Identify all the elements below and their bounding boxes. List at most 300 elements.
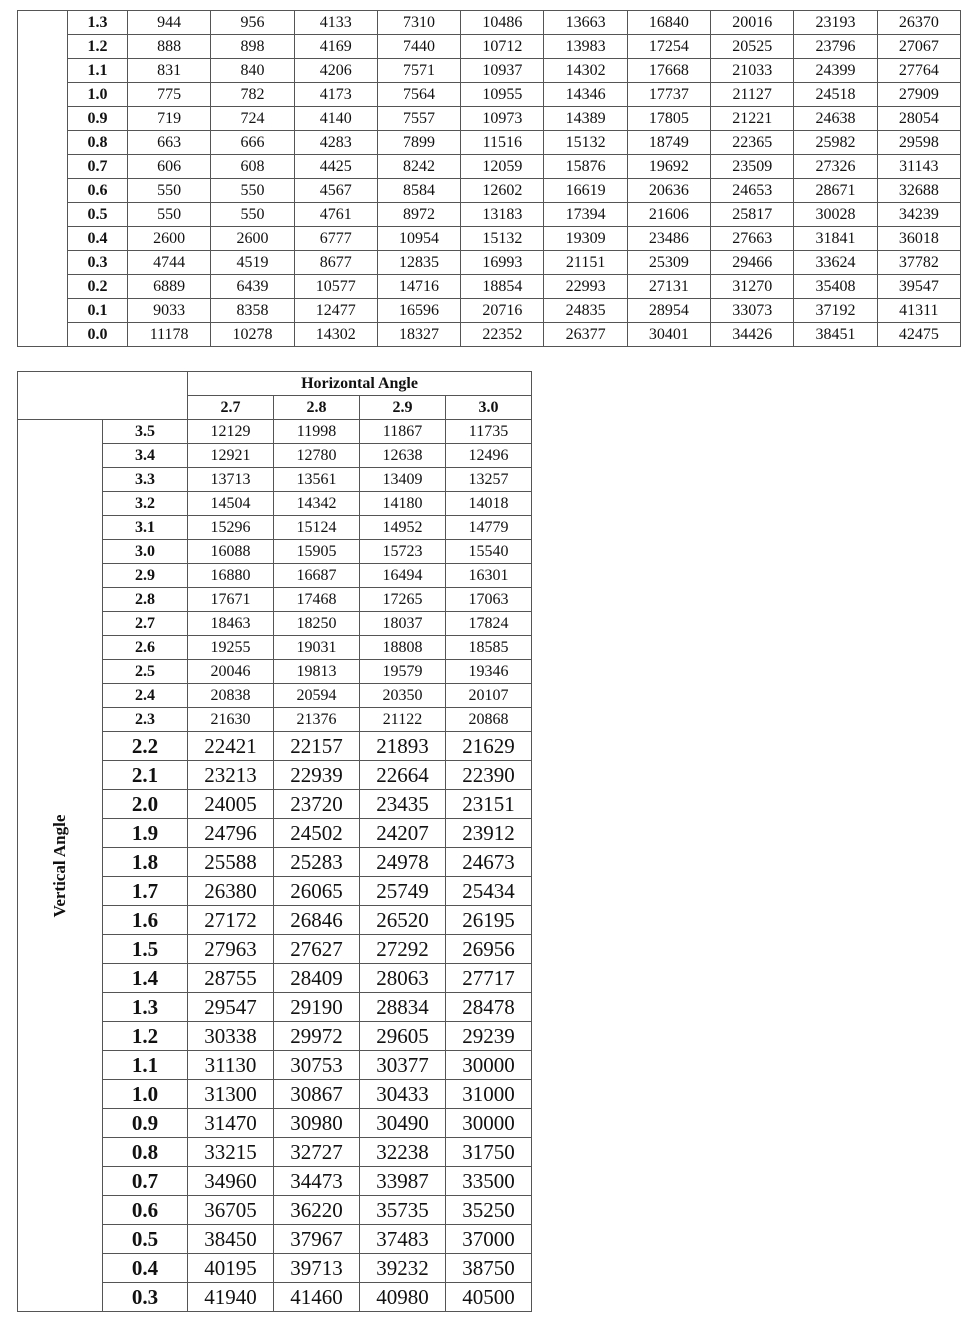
value-cell: 35250 [446, 1196, 532, 1225]
value-cell: 31750 [446, 1138, 532, 1167]
value-cell: 21221 [711, 107, 794, 131]
value-cell: 21122 [360, 708, 446, 732]
table-row [18, 107, 961, 131]
value-cell: 30028 [794, 203, 877, 227]
value-cell: 13257 [446, 468, 532, 492]
bottom-table-header [18, 372, 532, 420]
value-cell: 20350 [360, 684, 446, 708]
value-cell: 23435 [360, 790, 446, 819]
value-cell: 20716 [461, 299, 544, 323]
value-cell: 19309 [544, 227, 627, 251]
value-cell: 15540 [446, 540, 532, 564]
table-row [18, 59, 961, 83]
value-cell: 24207 [360, 819, 446, 848]
value-cell: 28478 [446, 993, 532, 1022]
value-cell: 7899 [377, 131, 460, 155]
value-cell: 10486 [461, 11, 544, 35]
vertical-angle-label: Vertical Angle [50, 814, 69, 917]
value-cell: 38451 [794, 323, 877, 347]
value-cell: 15132 [461, 227, 544, 251]
value-cell: 36220 [274, 1196, 360, 1225]
vertical-angle-cell: 0.3 [103, 1283, 188, 1312]
value-cell: 19346 [446, 660, 532, 684]
value-cell: 20838 [188, 684, 274, 708]
value-cell: 6439 [211, 275, 294, 299]
value-cell: 29239 [446, 1022, 532, 1051]
value-cell: 17468 [274, 588, 360, 612]
value-cell: 14180 [360, 492, 446, 516]
vertical-angle-cell: 1.8 [103, 848, 188, 877]
value-cell: 25434 [446, 877, 532, 906]
value-cell: 16596 [377, 299, 460, 323]
value-cell: 10712 [461, 35, 544, 59]
value-cell: 21127 [711, 83, 794, 107]
value-cell: 34239 [877, 203, 960, 227]
vertical-angle-cell: 0.8 [68, 131, 128, 155]
value-cell: 4761 [294, 203, 377, 227]
value-cell: 10954 [377, 227, 460, 251]
vertical-angle-label-cell [18, 420, 103, 1312]
column-header: 2.7 [188, 396, 274, 420]
value-cell: 14389 [544, 107, 627, 131]
vertical-angle-cell: 2.3 [103, 708, 188, 732]
value-cell: 38450 [188, 1225, 274, 1254]
value-cell: 41940 [188, 1283, 274, 1312]
vertical-angle-cell: 1.2 [68, 35, 128, 59]
value-cell: 37967 [274, 1225, 360, 1254]
value-cell: 29605 [360, 1022, 446, 1051]
value-cell: 18854 [461, 275, 544, 299]
value-cell: 37192 [794, 299, 877, 323]
value-cell: 20525 [711, 35, 794, 59]
value-cell: 41311 [877, 299, 960, 323]
vertical-angle-cell: 3.0 [103, 540, 188, 564]
table-row [18, 251, 961, 275]
value-cell: 7440 [377, 35, 460, 59]
value-cell: 12129 [188, 420, 274, 444]
value-cell: 14302 [544, 59, 627, 83]
value-cell: 16880 [188, 564, 274, 588]
value-cell: 18037 [360, 612, 446, 636]
value-cell: 21376 [274, 708, 360, 732]
vertical-angle-cell: 3.1 [103, 516, 188, 540]
value-cell: 22365 [711, 131, 794, 155]
value-cell: 40195 [188, 1254, 274, 1283]
value-cell: 39713 [274, 1254, 360, 1283]
value-cell: 28671 [794, 179, 877, 203]
value-cell: 19031 [274, 636, 360, 660]
vertical-angle-cell: 3.5 [103, 420, 188, 444]
vertical-angle-cell: 0.9 [68, 107, 128, 131]
value-cell: 15723 [360, 540, 446, 564]
value-cell: 24399 [794, 59, 877, 83]
value-cell: 8584 [377, 179, 460, 203]
value-cell: 38750 [446, 1254, 532, 1283]
top-table-body [18, 11, 961, 347]
vertical-angle-cell: 0.4 [68, 227, 128, 251]
value-cell: 19813 [274, 660, 360, 684]
value-cell: 34960 [188, 1167, 274, 1196]
value-cell: 14018 [446, 492, 532, 516]
value-cell: 23486 [627, 227, 710, 251]
value-cell: 28409 [274, 964, 360, 993]
value-cell: 16494 [360, 564, 446, 588]
vertical-angle-cell: 2.0 [103, 790, 188, 819]
vertical-angle-cell: 3.4 [103, 444, 188, 468]
value-cell: 28954 [627, 299, 710, 323]
value-cell: 24638 [794, 107, 877, 131]
value-cell: 20107 [446, 684, 532, 708]
table-row [18, 227, 961, 251]
value-cell: 24518 [794, 83, 877, 107]
value-cell: 18808 [360, 636, 446, 660]
value-cell: 41460 [274, 1283, 360, 1312]
horizontal-angle-header: Horizontal Angle [188, 372, 532, 396]
value-cell: 13409 [360, 468, 446, 492]
value-cell: 956 [211, 11, 294, 35]
value-cell: 24978 [360, 848, 446, 877]
value-cell: 12835 [377, 251, 460, 275]
value-cell: 20868 [446, 708, 532, 732]
value-cell: 11735 [446, 420, 532, 444]
value-cell: 550 [128, 203, 211, 227]
value-cell: 4169 [294, 35, 377, 59]
value-cell: 30377 [360, 1051, 446, 1080]
value-cell: 17265 [360, 588, 446, 612]
value-cell: 4744 [128, 251, 211, 275]
vertical-angle-cell: 2.5 [103, 660, 188, 684]
value-cell: 16088 [188, 540, 274, 564]
value-cell: 28755 [188, 964, 274, 993]
value-cell: 30490 [360, 1109, 446, 1138]
value-cell: 21893 [360, 732, 446, 761]
value-cell: 33215 [188, 1138, 274, 1167]
value-cell: 10577 [294, 275, 377, 299]
value-cell: 14952 [360, 516, 446, 540]
column-header: 2.8 [274, 396, 360, 420]
value-cell: 27292 [360, 935, 446, 964]
vertical-angle-cell: 0.1 [68, 299, 128, 323]
value-cell: 24502 [274, 819, 360, 848]
value-cell: 22157 [274, 732, 360, 761]
value-cell: 27764 [877, 59, 960, 83]
bottom-table-body [18, 420, 532, 1312]
value-cell: 2600 [128, 227, 211, 251]
value-cell: 719 [128, 107, 211, 131]
vertical-angle-cell: 0.6 [103, 1196, 188, 1225]
value-cell: 23509 [711, 155, 794, 179]
value-cell: 11998 [274, 420, 360, 444]
value-cell: 37000 [446, 1225, 532, 1254]
value-cell: 19692 [627, 155, 710, 179]
value-cell: 32727 [274, 1138, 360, 1167]
value-cell: 22352 [461, 323, 544, 347]
value-cell: 29547 [188, 993, 274, 1022]
value-cell: 17668 [627, 59, 710, 83]
table-row [18, 155, 961, 179]
value-cell: 23151 [446, 790, 532, 819]
table-row [18, 131, 961, 155]
value-cell: 14346 [544, 83, 627, 107]
value-cell: 666 [211, 131, 294, 155]
value-cell: 19579 [360, 660, 446, 684]
value-cell: 26370 [877, 11, 960, 35]
vertical-angle-cell: 1.9 [103, 819, 188, 848]
vertical-angle-cell: 1.6 [103, 906, 188, 935]
value-cell: 23796 [794, 35, 877, 59]
value-cell: 26380 [188, 877, 274, 906]
value-cell: 16840 [627, 11, 710, 35]
value-cell: 37483 [360, 1225, 446, 1254]
value-cell: 21630 [188, 708, 274, 732]
value-cell: 28063 [360, 964, 446, 993]
value-cell: 27067 [877, 35, 960, 59]
value-cell: 25749 [360, 877, 446, 906]
vertical-angle-cell: 1.4 [103, 964, 188, 993]
value-cell: 17254 [627, 35, 710, 59]
value-cell: 11516 [461, 131, 544, 155]
value-cell: 4206 [294, 59, 377, 83]
value-cell: 7310 [377, 11, 460, 35]
vertical-angle-cell: 1.2 [103, 1022, 188, 1051]
value-cell: 27963 [188, 935, 274, 964]
value-cell: 14302 [294, 323, 377, 347]
value-cell: 34426 [711, 323, 794, 347]
value-cell: 12780 [274, 444, 360, 468]
value-cell: 30867 [274, 1080, 360, 1109]
value-cell: 14504 [188, 492, 274, 516]
value-cell: 27131 [627, 275, 710, 299]
vertical-angle-cell: 0.7 [68, 155, 128, 179]
value-cell: 23193 [794, 11, 877, 35]
value-cell: 25283 [274, 848, 360, 877]
value-cell: 18585 [446, 636, 532, 660]
vertical-angle-cell: 1.3 [68, 11, 128, 35]
value-cell: 24796 [188, 819, 274, 848]
value-cell: 29598 [877, 131, 960, 155]
table-row [18, 11, 961, 35]
value-cell: 30338 [188, 1022, 274, 1051]
value-cell: 23213 [188, 761, 274, 790]
value-cell: 15124 [274, 516, 360, 540]
value-cell: 17824 [446, 612, 532, 636]
value-cell: 39232 [360, 1254, 446, 1283]
vertical-angle-cell: 2.4 [103, 684, 188, 708]
value-cell: 20016 [711, 11, 794, 35]
value-cell: 11178 [128, 323, 211, 347]
value-cell: 17805 [627, 107, 710, 131]
value-cell: 27717 [446, 964, 532, 993]
value-cell: 27172 [188, 906, 274, 935]
value-cell: 40980 [360, 1283, 446, 1312]
value-cell: 31470 [188, 1109, 274, 1138]
value-cell: 24005 [188, 790, 274, 819]
table-row [18, 323, 961, 347]
value-cell: 26377 [544, 323, 627, 347]
value-cell: 36018 [877, 227, 960, 251]
value-cell: 18250 [274, 612, 360, 636]
value-cell: 33073 [711, 299, 794, 323]
value-cell: 26956 [446, 935, 532, 964]
table-row [18, 420, 532, 444]
value-cell: 831 [128, 59, 211, 83]
value-cell: 24653 [711, 179, 794, 203]
vertical-angle-cell: 1.1 [68, 59, 128, 83]
value-cell: 550 [211, 179, 294, 203]
value-cell: 35735 [360, 1196, 446, 1225]
value-cell: 20046 [188, 660, 274, 684]
table-row [18, 203, 961, 227]
value-cell: 608 [211, 155, 294, 179]
value-cell: 24835 [544, 299, 627, 323]
vertical-angle-cell: 1.3 [103, 993, 188, 1022]
value-cell: 26065 [274, 877, 360, 906]
value-cell: 944 [128, 11, 211, 35]
value-cell: 28834 [360, 993, 446, 1022]
top-data-table [17, 10, 961, 347]
vertical-angle-cell: 0.2 [68, 275, 128, 299]
value-cell: 22421 [188, 732, 274, 761]
value-cell: 25588 [188, 848, 274, 877]
vertical-angle-cell: 1.0 [68, 83, 128, 107]
bottom-data-table [17, 371, 532, 1312]
value-cell: 663 [128, 131, 211, 155]
table-row [18, 275, 961, 299]
value-cell: 31130 [188, 1051, 274, 1080]
value-cell: 13561 [274, 468, 360, 492]
value-cell: 12602 [461, 179, 544, 203]
vertical-angle-cell: 0.6 [68, 179, 128, 203]
value-cell: 39547 [877, 275, 960, 299]
table-row [18, 179, 961, 203]
value-cell: 33624 [794, 251, 877, 275]
vertical-angle-cell: 0.0 [68, 323, 128, 347]
value-cell: 19255 [188, 636, 274, 660]
value-cell: 13663 [544, 11, 627, 35]
value-cell: 606 [128, 155, 211, 179]
value-cell: 30980 [274, 1109, 360, 1138]
value-cell: 14779 [446, 516, 532, 540]
value-cell: 31841 [794, 227, 877, 251]
vertical-angle-cell: 1.5 [103, 935, 188, 964]
vertical-angle-cell: 0.9 [103, 1109, 188, 1138]
value-cell: 26195 [446, 906, 532, 935]
vertical-angle-cell: 3.3 [103, 468, 188, 492]
value-cell: 22390 [446, 761, 532, 790]
vertical-angle-cell: 2.6 [103, 636, 188, 660]
value-cell: 32688 [877, 179, 960, 203]
vertical-angle-cell: 2.2 [103, 732, 188, 761]
value-cell: 7571 [377, 59, 460, 83]
value-cell: 30433 [360, 1080, 446, 1109]
value-cell: 31000 [446, 1080, 532, 1109]
value-cell: 21151 [544, 251, 627, 275]
value-cell: 724 [211, 107, 294, 131]
vertical-angle-cell: 2.8 [103, 588, 188, 612]
value-cell: 775 [128, 83, 211, 107]
value-cell: 8242 [377, 155, 460, 179]
value-cell: 13183 [461, 203, 544, 227]
value-cell: 17063 [446, 588, 532, 612]
value-cell: 42475 [877, 323, 960, 347]
value-cell: 27663 [711, 227, 794, 251]
table-row [18, 35, 961, 59]
value-cell: 4173 [294, 83, 377, 107]
value-cell: 33500 [446, 1167, 532, 1196]
value-cell: 2600 [211, 227, 294, 251]
value-cell: 18327 [377, 323, 460, 347]
value-cell: 17737 [627, 83, 710, 107]
value-cell: 27627 [274, 935, 360, 964]
value-cell: 550 [211, 203, 294, 227]
value-cell: 29972 [274, 1022, 360, 1051]
value-cell: 22993 [544, 275, 627, 299]
value-cell: 10973 [461, 107, 544, 131]
value-cell: 18463 [188, 612, 274, 636]
vertical-angle-cell: 0.8 [103, 1138, 188, 1167]
value-cell: 16619 [544, 179, 627, 203]
value-cell: 22939 [274, 761, 360, 790]
value-cell: 25817 [711, 203, 794, 227]
value-cell: 8677 [294, 251, 377, 275]
value-cell: 28054 [877, 107, 960, 131]
vertical-angle-cell: 1.1 [103, 1051, 188, 1080]
value-cell: 15132 [544, 131, 627, 155]
value-cell: 21606 [627, 203, 710, 227]
value-cell: 4425 [294, 155, 377, 179]
value-cell: 15905 [274, 540, 360, 564]
vertical-angle-cell: 0.5 [103, 1225, 188, 1254]
value-cell: 24673 [446, 848, 532, 877]
value-cell: 11867 [360, 420, 446, 444]
value-cell: 12921 [188, 444, 274, 468]
value-cell: 34473 [274, 1167, 360, 1196]
value-cell: 18749 [627, 131, 710, 155]
value-cell: 31300 [188, 1080, 274, 1109]
value-cell: 37782 [877, 251, 960, 275]
value-cell: 20594 [274, 684, 360, 708]
value-cell: 14716 [377, 275, 460, 299]
vertical-angle-cell: 2.9 [103, 564, 188, 588]
vertical-angle-cell: 0.4 [103, 1254, 188, 1283]
header-corner-cell [18, 372, 188, 420]
column-header: 3.0 [446, 396, 532, 420]
value-cell: 30000 [446, 1109, 532, 1138]
value-cell: 33987 [360, 1167, 446, 1196]
value-cell: 4283 [294, 131, 377, 155]
value-cell: 14342 [274, 492, 360, 516]
value-cell: 7564 [377, 83, 460, 107]
value-cell: 30753 [274, 1051, 360, 1080]
value-cell: 21629 [446, 732, 532, 761]
column-header: 2.9 [360, 396, 446, 420]
value-cell: 4567 [294, 179, 377, 203]
value-cell: 22664 [360, 761, 446, 790]
value-cell: 23912 [446, 819, 532, 848]
value-cell: 35408 [794, 275, 877, 299]
value-cell: 31270 [711, 275, 794, 299]
value-cell: 25982 [794, 131, 877, 155]
value-cell: 30000 [446, 1051, 532, 1080]
value-cell: 25309 [627, 251, 710, 275]
value-cell: 6889 [128, 275, 211, 299]
value-cell: 4133 [294, 11, 377, 35]
value-cell: 10937 [461, 59, 544, 83]
value-cell: 17671 [188, 588, 274, 612]
vertical-angle-cell: 0.5 [68, 203, 128, 227]
value-cell: 7557 [377, 107, 460, 131]
vertical-angle-cell: 2.7 [103, 612, 188, 636]
